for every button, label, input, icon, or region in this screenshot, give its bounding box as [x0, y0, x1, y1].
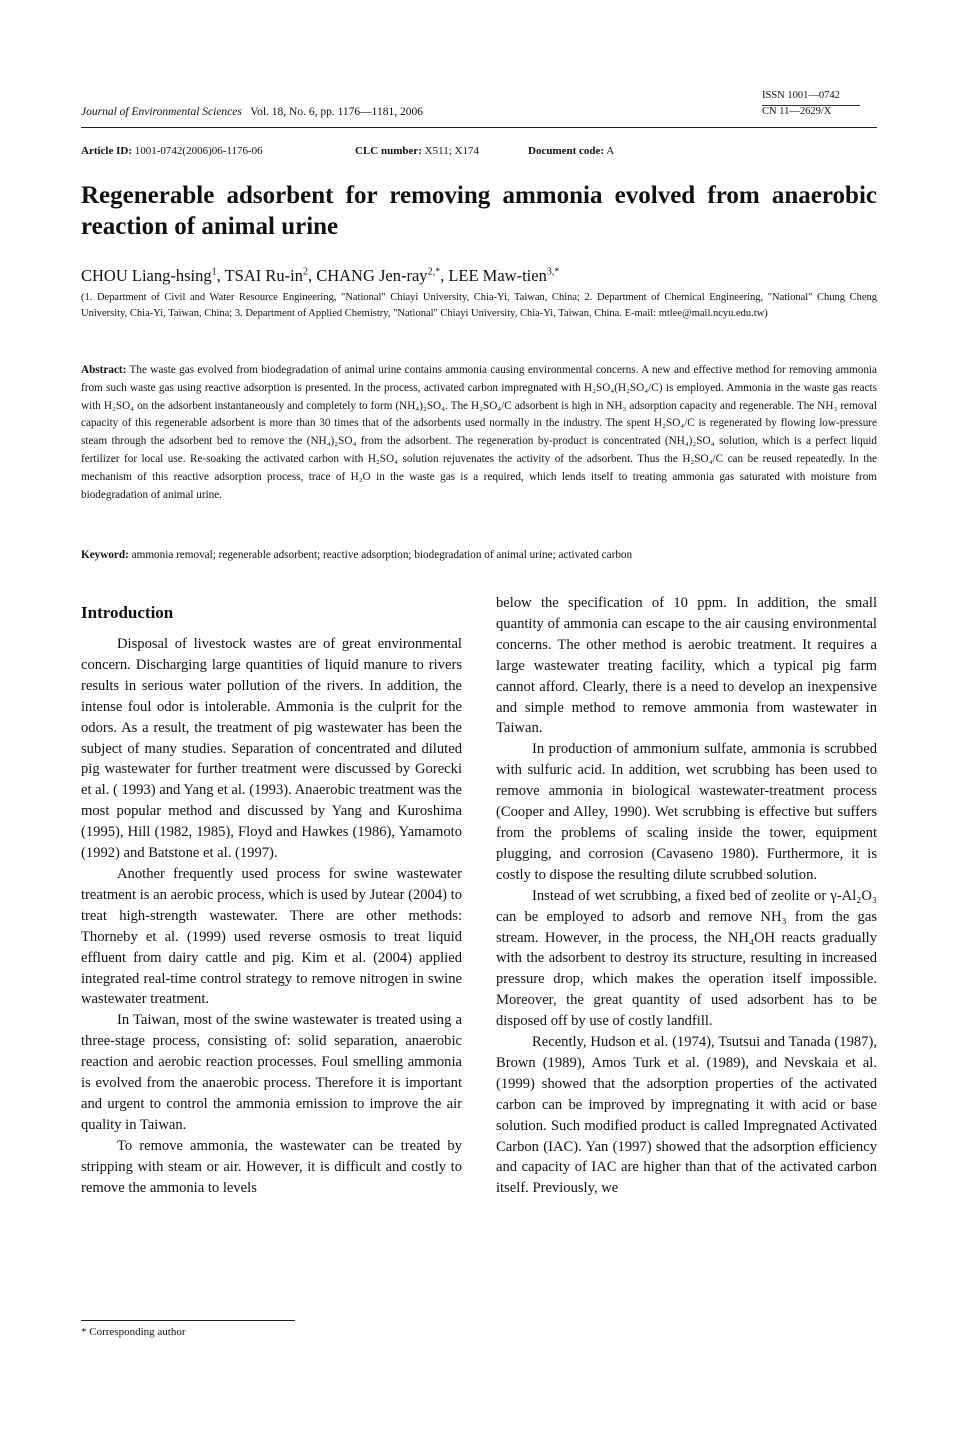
author-affiliation-mark: 1 [211, 266, 217, 278]
author-affiliation-mark: 2,* [427, 266, 441, 278]
body-paragraph: Another frequently used process for swine wastewater treatment is an aerobic process, which is used by Jutear (2004) to treat high-strength wastewater. There are other methods: Thorneby et al. (1999) used reverse osmosis to treat liquid effluent from dairy cattle and pig. Kim et al. (2004) applied integrated real-time control strategy to remove nitrogen in swine wastewater treatment. [81, 865, 462, 1008]
doc-code-value: A [606, 145, 615, 157]
keywords-text: ammonia removal; regenerable adsorbent; reactive adsorption; biodegradation of animal urine; activated carbon [131, 549, 633, 561]
footnote-corresponding-author: * Corresponding author [81, 1326, 186, 1338]
clc-label: CLC number: [355, 145, 422, 157]
issn-number: ISSN 1001—0742 [762, 90, 840, 101]
article-id-value: 1001-0742(2006)06-1176-06 [134, 145, 263, 157]
author-list: CHOU Liang-hsing$^1$, TSAI $Ru-in^2$, CHANG Jen-ray$^{2,*}$, LEE Maw-tien$^{3,*}$ [81, 266, 560, 285]
abstract [81, 362, 877, 504]
body-paragraph: Instead of wet scrubbing, a fixed bed of zeolite or γ-Al₂O₃ can be employed to adsorb and remove NH₃ from the gas stream. However, in the process, the NH₄OH reacts gradually with the adsorbent to destroy its structure, resulting in increased pressure drop, which makes the operation itself impossible. Moreover, the great quantity of used adsorbent has to be disposed off by use of costly landfill. [496, 887, 877, 1030]
journal-volume: Vol. 18, No. 6, pp. 1176—1181, 2006 [250, 106, 424, 118]
affiliations: (1. Department of Civil and Water Resource Engineering, "National" Chiayi University, Chia-Yi, Taiwan, China; 2. Department of Chemical Engineering, "National" Chung Cheng University, Chia-Yi, Taiwan, China; 3. Department of Applied Chemistry, "National" Chiayi University, Chia-Yi, Taiwan, China. E-mail: mtlee@mail.ncyu.edu.tw) [81, 292, 877, 319]
document-code [528, 145, 614, 157]
issn-divider [762, 105, 860, 106]
author-affiliation-mark: 2 [302, 266, 308, 278]
body-paragraph: In Taiwan, most of the swine wastewater is treated using a three-stage process, consisting of: solid separation, anaerobic reaction and aerobic reaction processes. Foul smelling ammonia is evolved from the anaerobic process. Therefore it is important and urgent to control the ammonia emission to improve the air quality in Taiwan. [81, 1012, 462, 1133]
author-name: CHOU Liang-hsing [81, 266, 212, 285]
body-paragraph: Recently, Hudson et al. (1974), Tsutsui and Tanada (1987), Brown (1989), Amos Turk et al. (1989), and Nevskaia et al. (1999) showed that the adsorption properties of the activated carbon can be improved by impregnating it with acid or base solution. Such modified product is called Impregnated Activated Carbon (IAC). Yan (1997) showed that the adsorption efficiency and capacity of IAC are higher than that of the activated carbon itself. Previously, we [496, 1034, 877, 1197]
author-affiliation-mark: 3,* [546, 266, 560, 278]
paper-title: Regenerable adsorbent for removing ammonia evolved from anaerobic reaction of animal urine [81, 182, 877, 240]
header-divider [81, 127, 877, 128]
cn-number: CN 11—2629/X [762, 106, 832, 117]
section-heading-introduction: Introduction [81, 603, 174, 622]
body-paragraph: In production of ammonium sulfate, ammonia is scrubbed with sulfuric acid. In addition, wet scrubbing has been used to remove ammonia in biological wastewater-treatment process (Cooper and Alley, 1990). Wet scrubbing is effective but suffers from the problems of scaling inside the tower, equipment plugging, and corrosion (Cavaseno 1980). Furthermore, it is costly to dispose the resulting dilute scrubbed solution. [496, 741, 877, 883]
article-id-label: Article ID: [81, 145, 133, 157]
author-name: TSAI Ru-in [224, 266, 303, 285]
clc-number [355, 145, 479, 157]
footnote-divider [81, 1320, 295, 1321]
keywords [81, 547, 877, 564]
abstract-label: Abstract: [81, 364, 127, 376]
clc-value: X511; X174 [424, 145, 479, 157]
keywords-label: Keyword: [81, 549, 129, 561]
body-paragraph: Disposal of livestock wastes are of great environmental concern. Discharging large quantities of liquid manure to rivers results in serious water pollution of the rivers. In addition, the intense foul odor is intolerable. Ammonia is the culprit for the odors. As a result, the treatment of pig wastewater has been the subject of many studies. Separation of concentrated and diluted pig wastewater for further treatment were discussed by Gorecki et al. ( 1993) and Yang et al. (1993). Anaerobic treatment was the most popular method and discussed by Yang and Kuroshima (1995), Hill (1982, 1985), Floyd and Hawkes (1986), Yamamoto (1992) and Batstone et al. (1997). [81, 636, 462, 862]
body-paragraph: below the specification of 10 ppm. In addition, the small quantity of ammonia can escape to the air causing environmental concerns. The other method is aerobic treatment. It requires a large wastewater treating facility, which a typical pig farm cannot afford. Clearly, there is a need to develop an inexpensive and simple method to remove ammonia from wastewater in Taiwan. [496, 595, 877, 737]
article-id [81, 145, 263, 157]
right-column [496, 593, 877, 1199]
issn-block [762, 88, 862, 120]
left-column [81, 634, 462, 1198]
abstract-text: The waste gas evolved from biodegradation of animal urine contains ammonia causing environmental concerns. A new and effective method for removing ammonia from such waste gas using reactive adsorption is presented. In the process, activated carbon impregnated with H₂SO₄(H₂SO₄/C) is employed. Ammonia in the waste gas reacts with H₂SO₄ on the adsorbent instantaneously and completely to form (NH₄)₂SO₄. The H₂SO₄/C adsorbent is high in NH₃ adsorption capacity and regenerable. The NH₃ removal capacity of this regenerable adsorbent is more than 30 times that of the adsorbents used normally in the industry. The spent H₂SO₄/C is regenerated by flowing low-pressure steam through the adsorbent bed to remove the (NH₄)₂SO₄ from the adsorbent. The regeneration by-product is concentrated (NH₄)₂SO₄ solution, which is a perfect liquid fertilizer for local use. Re-soaking the activated carbon with H₂SO₄ solution rejuvenates the activity of the adsorbent. Thus the H₂SO₄/C can be reused repeatedly. In the mechanism of this reactive adsorption process, trace of H₂O in the waste gas is a required, which lends itself to treating ammonia gas saturated with moisture from biodegradation of animal urine. [81, 364, 877, 501]
doc-code-label: Document code: [528, 145, 605, 157]
body-paragraph: To remove ammonia, the wastewater can be treated by stripping with steam or air. However, it is difficult and costly to remove the ammonia to levels [81, 1137, 462, 1196]
journal-name: Journal of Environmental Sciences [81, 106, 242, 118]
author-name: CHANG Jen-ray [316, 266, 428, 285]
journal-reference [81, 106, 423, 118]
author-name: LEE Maw-tien [448, 266, 547, 285]
